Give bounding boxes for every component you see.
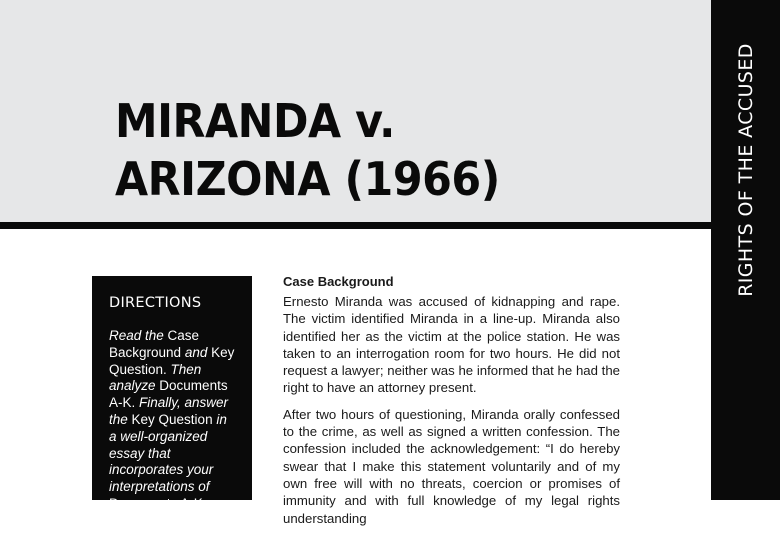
- case-background-paragraph-2: After two hours of questioning, Miranda orally confessed to the crime, as well as signed a written confession. The confession included the acknowledgement: “I do hereby swear that I make this statement voluntarily and of my own free will with no threats, coercion or promises of immunity and with full knowledge of my legal rights understanding: [283, 406, 620, 526]
- directions-text-segment: Key Question.: [109, 344, 235, 377]
- directions-box: [92, 276, 252, 511]
- directions-text: [109, 328, 236, 513]
- title-line-2: ARIZONA (1966): [115, 152, 500, 206]
- directions-heading: DIRECTIONS: [109, 295, 202, 311]
- directions-text-segment: Documents A-K,: [109, 495, 207, 511]
- title-line-1: MIRANDA v.: [115, 94, 395, 148]
- case-background-heading: Case Background: [283, 274, 394, 289]
- directions-text-segment: Finally, answer the: [109, 395, 229, 427]
- directions-text-segment: in a well-organized essay that incorporates your interpretations of: [109, 411, 227, 495]
- side-tab-label: RIGHTS OF THE ACCUSED: [735, 43, 757, 297]
- directions-text-segment: Read the: [109, 328, 168, 343]
- case-background-paragraph-1: Ernesto Miranda was accused of kidnapping and rape. The victim identified Miranda in a line-up. Miranda also identified her as the victim at the police station. He was taken to an interrogation room for two hours. He did not request a lawyer; neither was he informed that he had the right to have an attorney present.: [283, 294, 620, 396]
- directions-text-segment: Case Background: [109, 328, 200, 360]
- directions-text-segment: Key Question: [131, 411, 217, 427]
- case-background-section: [283, 274, 620, 536]
- directions-text-segment: Then analyze: [109, 361, 202, 394]
- directions-text-segment: and: [184, 344, 212, 360]
- title-underline-rule: [0, 222, 711, 229]
- directions-text-segment: Documents A-K.: [109, 378, 228, 411]
- page-title: [115, 92, 500, 208]
